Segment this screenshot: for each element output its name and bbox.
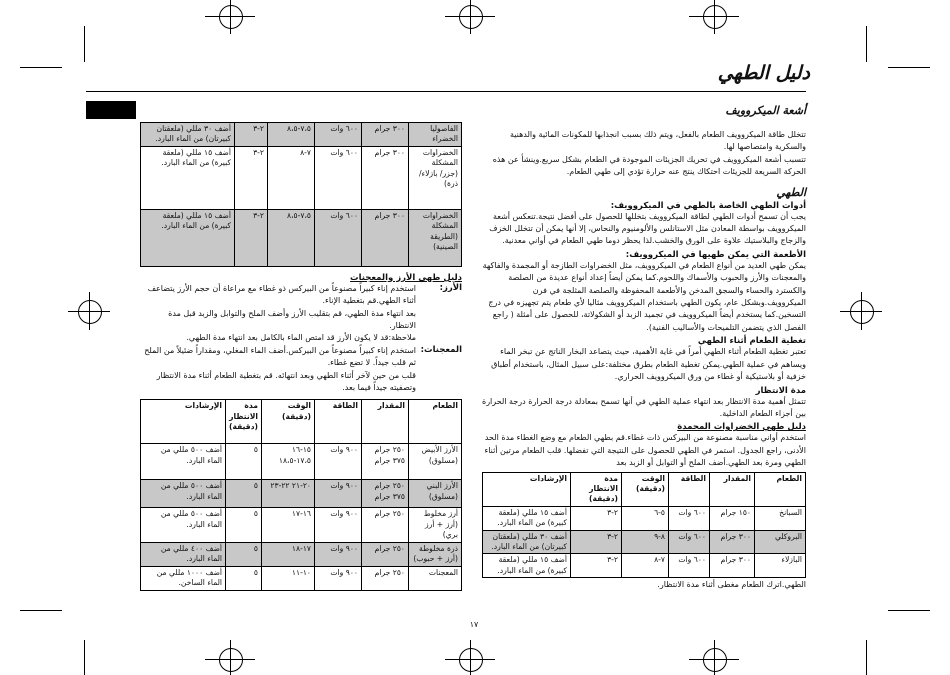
table-cell: ٧،٥-٨،٥ bbox=[268, 123, 315, 147]
table-cell: ٧-٨ bbox=[268, 146, 315, 209]
table-row bbox=[141, 123, 462, 147]
crop-line bbox=[861, 292, 862, 330]
table-cell: البازلاء bbox=[755, 554, 806, 578]
table-cell: المعجنات bbox=[409, 566, 462, 590]
table-cell: ٣٠٠ جرام bbox=[710, 530, 755, 554]
table-cell: ٢-٣ bbox=[571, 530, 622, 554]
pasta-paragraph-2: قلب من حين لآخر أثناء الطهي وبعد انتهائه. قم بتغطية الطعام أثناء مدة الانتظار وتصفيته جيداً فيما بعد. bbox=[156, 370, 416, 393]
table-cell: أضف ١٠٠٠ مللي من الماء الساخن. bbox=[141, 566, 226, 590]
registration-mark-top-left bbox=[219, 5, 243, 29]
table-header: الطعام bbox=[755, 472, 806, 506]
corner-crop-mark bbox=[84, 26, 85, 62]
table-cell: الفاصوليا الخضراء bbox=[409, 123, 462, 147]
corner-crop-mark bbox=[888, 67, 930, 68]
table-cell: الخضراوات المشكلة (جزر/ بازلاء/ ذرة) bbox=[409, 146, 462, 209]
registration-mark-top-center bbox=[459, 5, 483, 29]
table-cell: ٢٥٠ جرام ٣٧٥ جرام bbox=[362, 480, 409, 508]
table-header: المقدار bbox=[362, 400, 409, 444]
table-cell: ٦٠٠ وات bbox=[669, 530, 710, 554]
registration-mark-bottom-center bbox=[459, 648, 483, 672]
table-cell: ٩٠٠ وات bbox=[315, 480, 362, 508]
corner-crop-mark bbox=[888, 610, 930, 611]
table-cell: ٢-٣ bbox=[571, 506, 622, 530]
crop-line bbox=[230, 0, 231, 34]
table-cell: ٥ bbox=[226, 542, 262, 566]
corner-crop-mark bbox=[84, 640, 85, 675]
table-row bbox=[483, 530, 806, 554]
frozen-vegetables-table bbox=[482, 472, 806, 579]
table-header: الوقت (دقيقة) bbox=[262, 400, 315, 444]
crop-line bbox=[470, 0, 471, 34]
table-cell: ٦٠٠ وات bbox=[315, 123, 362, 147]
table-cell: ١٥٠ جرام bbox=[710, 506, 755, 530]
table-cell: الأرز الأبيض (مسلوق) bbox=[409, 444, 462, 480]
table-cell: ٢-٣ bbox=[235, 146, 268, 209]
table-header: الطعام bbox=[409, 400, 462, 444]
frozen-paragraph: استخدم أواني مناسبة مصنوعة من البيركس ذات غطاء.قم بطهي الطعام مع وضع الغطاء مدة الحد الأدنى، راجع الجدول. استمر في الطهي للحصول على النتيجة التي تفضلها. قلب الطعام مرتين أثناء الطهي ومرة بعد الطهي.أضف الملح أو التوابل أو الزبد بعد bbox=[484, 433, 806, 468]
vegetables-continued-table bbox=[140, 122, 462, 267]
tools-heading: أدوات الطهي الخاصة بالطهي في الميكروويف: bbox=[610, 200, 806, 211]
corner-crop-mark bbox=[866, 26, 867, 62]
table-cell: ٦٠٠ وات bbox=[669, 506, 710, 530]
crop-line bbox=[714, 640, 715, 675]
table-header: مدة الانتظار (دقيقة) bbox=[571, 472, 622, 506]
standing-paragraph: تتمثل أهمية مدة الانتظار بعد انتهاء عملية الطهي في أنها تسمح بمعادلة درجة الحرارة درجة الحرارة بين أجزاء الطعام الداخلية. bbox=[482, 396, 806, 418]
crop-line bbox=[714, 0, 715, 34]
rice-label: الأرز: bbox=[439, 282, 462, 293]
crop-line bbox=[470, 640, 471, 675]
table-header: المقدار bbox=[710, 472, 755, 506]
table-cell: ١٧-١٨ bbox=[262, 542, 315, 566]
table-cell: ٢٠-٢١ ٢٢-٢٣ bbox=[262, 480, 315, 508]
table-row bbox=[141, 146, 462, 209]
crop-line bbox=[89, 292, 90, 330]
table-header: الإرشادات bbox=[141, 400, 226, 444]
microwave-paragraph-2: تتسبب أشعة الميكروويف في تحريك الجزيئات الموجودة في الطعام بشكل سريع.وينشأ عن هذه الحركة السريعة للجزيئات احتكاك ينتج عنه حرارة تؤدي إلى طهي الطعام. bbox=[492, 154, 806, 177]
registration-mark-top-right bbox=[703, 5, 727, 29]
table-cell: ٩٠٠ وات bbox=[315, 566, 362, 590]
table-cell: ٦٠٠ وات bbox=[669, 554, 710, 578]
rice-paragraph-1: استخدم إناء كبيراً مصنوعاً من البيركس ذو غطاء مع مراعاة أن حجم الأرز يتضاعف أثناء الطهي.قم بتغطية الإناء. bbox=[147, 283, 416, 306]
table-cell: ٢٥٠ جرام bbox=[362, 542, 409, 566]
cooking-heading: الطهي bbox=[776, 185, 806, 199]
table-cell: ٦٠٠ وات bbox=[315, 209, 362, 266]
table-row bbox=[483, 554, 806, 578]
table-cell: ٧-٨ bbox=[622, 554, 669, 578]
table-row bbox=[141, 542, 462, 566]
table-row bbox=[141, 209, 462, 266]
corner-crop-mark bbox=[20, 67, 62, 68]
table-cell: ٥ bbox=[226, 566, 262, 590]
table-cell: أضف ١٥ مللي (ملعقة كبيرة) من الماء البارد. bbox=[141, 146, 235, 209]
right-column bbox=[482, 104, 806, 592]
pasta-paragraph-1: استخدم إناء كبيراً مصنوعاً من البيركس.أضف الماء المغلي، ومقداراً ضئيلاً من الملح ثم قلب جيداً. لا تضع غطاء. bbox=[144, 345, 416, 368]
table-cell: السبانخ bbox=[755, 506, 806, 530]
cover-paragraph: تعتبر تغطية الطعام أثناء الطهي أمراً في غاية الأهمية، حيث يتصاعد البخار الناتج عن تبخر الماء ويساهم في عملية الطهي.يمكن تغطية الطعام بطرق مختلفة:على سبيل المثال، باستخدام أطباق خزفية أو بلاستيكية أو غطاء من ورق الميكروويف الحراري. bbox=[491, 347, 806, 382]
table-cell: ٩٠٠ وات bbox=[315, 508, 362, 542]
standing-heading: مدة الانتظار bbox=[755, 385, 806, 396]
table-cell: ٢٥٠ جرام ٣٧٥ جرام bbox=[362, 444, 409, 480]
foods-heading: الأطعمة التي يمكن طهيها في الميكروويف: bbox=[625, 249, 806, 260]
registration-mark-left bbox=[78, 300, 102, 324]
corner-crop-mark bbox=[20, 610, 62, 611]
table-cell: الأرز البني (مسلوق) bbox=[409, 480, 462, 508]
table-cell: ٩٠٠ وات bbox=[315, 542, 362, 566]
table-cell: أضف ٣٠ مللي (ملعقتان كبيرتان) من الماء البارد. bbox=[141, 123, 235, 147]
table-cell: أضف ٥٠٠ مللي من الماء البارد. bbox=[141, 480, 226, 508]
table-cell: أضف ١٥ مللي (ملعقة كبيرة) من الماء البارد. bbox=[483, 554, 571, 578]
microwave-heading: أشعة الميكروويف bbox=[725, 104, 806, 117]
rice-paragraph-3: ملاحظة:قد لا يكون الأرز قد امتص الماء بالكامل بعد انتهاء مدة الطهي. bbox=[186, 333, 416, 343]
rice-pasta-table bbox=[140, 399, 462, 590]
table-cell: ٧،٥-٨،٥ bbox=[268, 209, 315, 266]
table-cell: ٢٥٠ جرام bbox=[362, 508, 409, 542]
table-cell: أضف ٤٠٠ مللي من الماء البارد. bbox=[141, 542, 226, 566]
table-header: الوقت (دقيقة) bbox=[622, 472, 669, 506]
table-cell: ٥ bbox=[226, 508, 262, 542]
left-column bbox=[140, 122, 462, 591]
rice-block bbox=[140, 283, 462, 345]
crop-line bbox=[230, 640, 231, 675]
black-tab bbox=[86, 101, 136, 119]
table-cell: ٣٠٠ جرام bbox=[710, 554, 755, 578]
foods-paragraph: يمكن طهي العديد من أنواع الطعام في الميكروويف، مثل الخضراوات الطازجة أو المجمدة والفاكهة والمعجنات والأرز والحبوب والأسماك واللحوم.كما يمكن أيضاً إعداد أنواع عديدة من الصلصة والكسترد والحساء والسجق المدخن والأطعمة المحفوظة والصلصة المثلجة في فرن الميكروويف.وبشكل عام، يكون الطهي باستخدام الميكروويف مثاليا لأي طعام يتم تجهيزه في درج التسخين.كما يستخدم أيضاً الميكروويف في تجميد الزبد أو الشكولاتة، للحصول على أمثلة ( راجع الفصل الذي يتضمن التلميحات والأساليب الفنية). bbox=[482, 260, 806, 332]
table-row bbox=[141, 566, 462, 590]
table-cell: ٥-٦ bbox=[622, 506, 669, 530]
frozen-note: الطهي.اترك الطعام مغطى أثناء مدة الانتظار. bbox=[657, 580, 806, 590]
table-cell: أضف ٣٠ مللي (ملعقتان كبيرتان) من الماء البارد. bbox=[483, 530, 571, 554]
table-cell: ٢-٣ bbox=[235, 123, 268, 147]
table-cell: ٣٠٠ جرام bbox=[362, 123, 409, 147]
table-header: الطاقة bbox=[669, 472, 710, 506]
table-cell: أرز مخلوط (أرز + أرز بري) bbox=[409, 508, 462, 542]
table-cell: أضف ١٥ مللي (ملعقة كبيرة) من الماء البارد. bbox=[483, 506, 571, 530]
page-title: دليل الطهي bbox=[717, 62, 810, 84]
table-header: مدة الانتظار (دقيقة) bbox=[226, 400, 262, 444]
table-cell: ٢٥٠ جرام bbox=[362, 566, 409, 590]
table-cell: ١٥-١٦ ١٧،٥-١٨،٥ bbox=[262, 444, 315, 480]
table-cell: ١٦-١٧ bbox=[262, 508, 315, 542]
table-cell: ١٠-١١ bbox=[262, 566, 315, 590]
table-cell: أضف ٥٠٠ مللي من الماء البارد. bbox=[141, 508, 226, 542]
table-cell: ٥ bbox=[226, 480, 262, 508]
table-cell: ٣٠٠ جرام bbox=[362, 209, 409, 266]
page-number: ١٧ bbox=[469, 620, 479, 629]
table-row bbox=[141, 508, 462, 542]
rice-paragraph-2: بعد انتهاء مدة الطهي، قم بتقليب الأرز وأضف الملح والتوابل والزبد قبل مدة الانتظار. bbox=[168, 308, 416, 331]
cover-heading: تغطية الطعام أثناء الطهي bbox=[697, 336, 806, 347]
pasta-block bbox=[140, 345, 462, 395]
registration-mark-bottom-right bbox=[703, 648, 727, 672]
table-cell: البروكلي bbox=[755, 530, 806, 554]
table-cell: ٥ bbox=[226, 444, 262, 480]
pasta-label: المعجنات: bbox=[420, 344, 462, 355]
table-header: الإرشادات bbox=[483, 472, 571, 506]
rice-pasta-heading: دليل طهي الأرز والمعجنات bbox=[350, 272, 462, 283]
table-header: الطاقة bbox=[315, 400, 362, 444]
microwave-paragraph-1: تتخلل طاقة الميكروويف الطعام بالفعل، ويتم ذلك بسبب انجذابها للمكونات المائية والدهنية والسكرية وامتصاصها لها. bbox=[509, 130, 806, 152]
table-row bbox=[141, 444, 462, 480]
table-cell: أضف ١٥ مللي (ملعقة كبيرة) من الماء البارد. bbox=[141, 209, 235, 266]
table-cell: الخضراوات المشكلة (الطريقة الصينية) bbox=[409, 209, 462, 266]
table-cell: ٣٠٠ جرام bbox=[362, 146, 409, 209]
table-cell: أضف ٥٠٠ مللي من الماء البارد. bbox=[141, 444, 226, 480]
table-cell: ٨-٩ bbox=[622, 530, 669, 554]
title-rule bbox=[86, 91, 806, 92]
corner-crop-mark bbox=[866, 640, 867, 675]
frozen-heading: دليل طهي الخضراوات المجمدة bbox=[677, 422, 806, 433]
table-cell: ٢-٣ bbox=[235, 209, 268, 266]
registration-mark-right bbox=[850, 300, 874, 324]
tools-paragraph: يجب أن تسمح أدوات الطهي لطاقة الميكروويف بتخللها للحصول على أفضل نتيجة.تنعكس أشعة الميكروويف بواسطة المعادن مثل الاستانلس والألومنيوم والنحاس، إلا أنها يمكن أن تتخلل الخزف والزجاج والبلاستيك علاوة على الورق والخشب.لذا يحظر دوما طهي الطعام في أواني معدنية. bbox=[489, 211, 806, 246]
table-cell: ذرة مخلوطة (أرز + حبوب) bbox=[409, 542, 462, 566]
registration-mark-bottom-left bbox=[219, 648, 243, 672]
table-cell: ٢-٣ bbox=[571, 554, 622, 578]
table-row bbox=[483, 506, 806, 530]
table-cell: ٩٠٠ وات bbox=[315, 444, 362, 480]
table-cell: ٦٠٠ وات bbox=[315, 146, 362, 209]
table-row bbox=[141, 480, 462, 508]
